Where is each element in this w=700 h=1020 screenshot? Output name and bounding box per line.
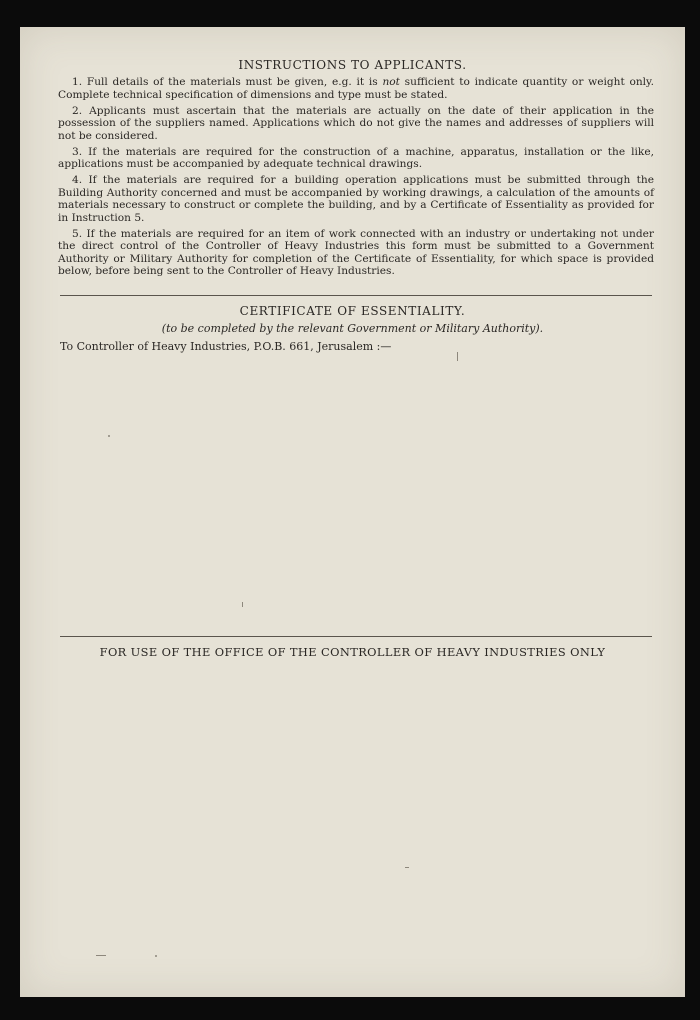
instruction-1-emphasis: not [382, 76, 400, 88]
paper-speck [108, 435, 110, 437]
document-page [20, 27, 685, 997]
paper-speck [242, 602, 243, 607]
instruction-5: 5. If the materials are required for an item of work connected with an industry or undertaking not under the direct control of the Controller of Heavy Industries this form must be submitted to a Government Authority or Military Authority for completion of the Certificate of Essentiality, for which space is provided below, before being sent to the Controller of Heavy Industries. [58, 227, 654, 277]
certificate-addressee: To Controller of Heavy Industries, P.O.B. 661, Jerusalem :— [60, 340, 392, 353]
instruction-4: 4. If the materials are required for a building operation applications must be submitted through the Building Authority concerned and must be accompanied by working drawings, a calculation of the amounts of materials necessary to construct or complete the building, and by a Certificate of Essentiality as provided for in Instruction 5. [58, 174, 654, 224]
paper-speck [457, 352, 458, 361]
instructions-title: INSTRUCTIONS TO APPLICANTS. [238, 58, 467, 72]
instructions-list [58, 76, 654, 281]
certificate-title: CERTIFICATE OF ESSENTIALITY. [239, 304, 466, 318]
paper-speck [405, 867, 409, 868]
office-use-heading: FOR USE OF THE OFFICE OF THE CONTROLLER OF HEAVY INDUSTRIES ONLY [99, 645, 606, 659]
paper-speck [96, 955, 106, 956]
section-divider [60, 295, 652, 296]
instruction-1-text-before: 1. Full details of the materials must be given, e.g. it is [72, 76, 383, 88]
certificate-subtitle: (to be completed by the relevant Government or Military Authority). [161, 322, 544, 335]
instruction-3: 3. If the materials are required for the construction of a machine, apparatus, installation or the like, applications must be accompanied by adequate technical drawings. [58, 145, 654, 170]
instruction-1 [58, 76, 654, 101]
paper-speck [155, 955, 157, 957]
instruction-1-text-after: sufficient to indicate quantity or weight only. Complete technical specification of dimensions and type must be stated. [58, 76, 654, 101]
office-divider [60, 636, 652, 637]
instruction-2: 2. Applicants must ascertain that the materials are actually on the date of their application in the possession of the suppliers named. Applications which do not give the names and addresses of suppliers will not be considered. [58, 104, 654, 142]
